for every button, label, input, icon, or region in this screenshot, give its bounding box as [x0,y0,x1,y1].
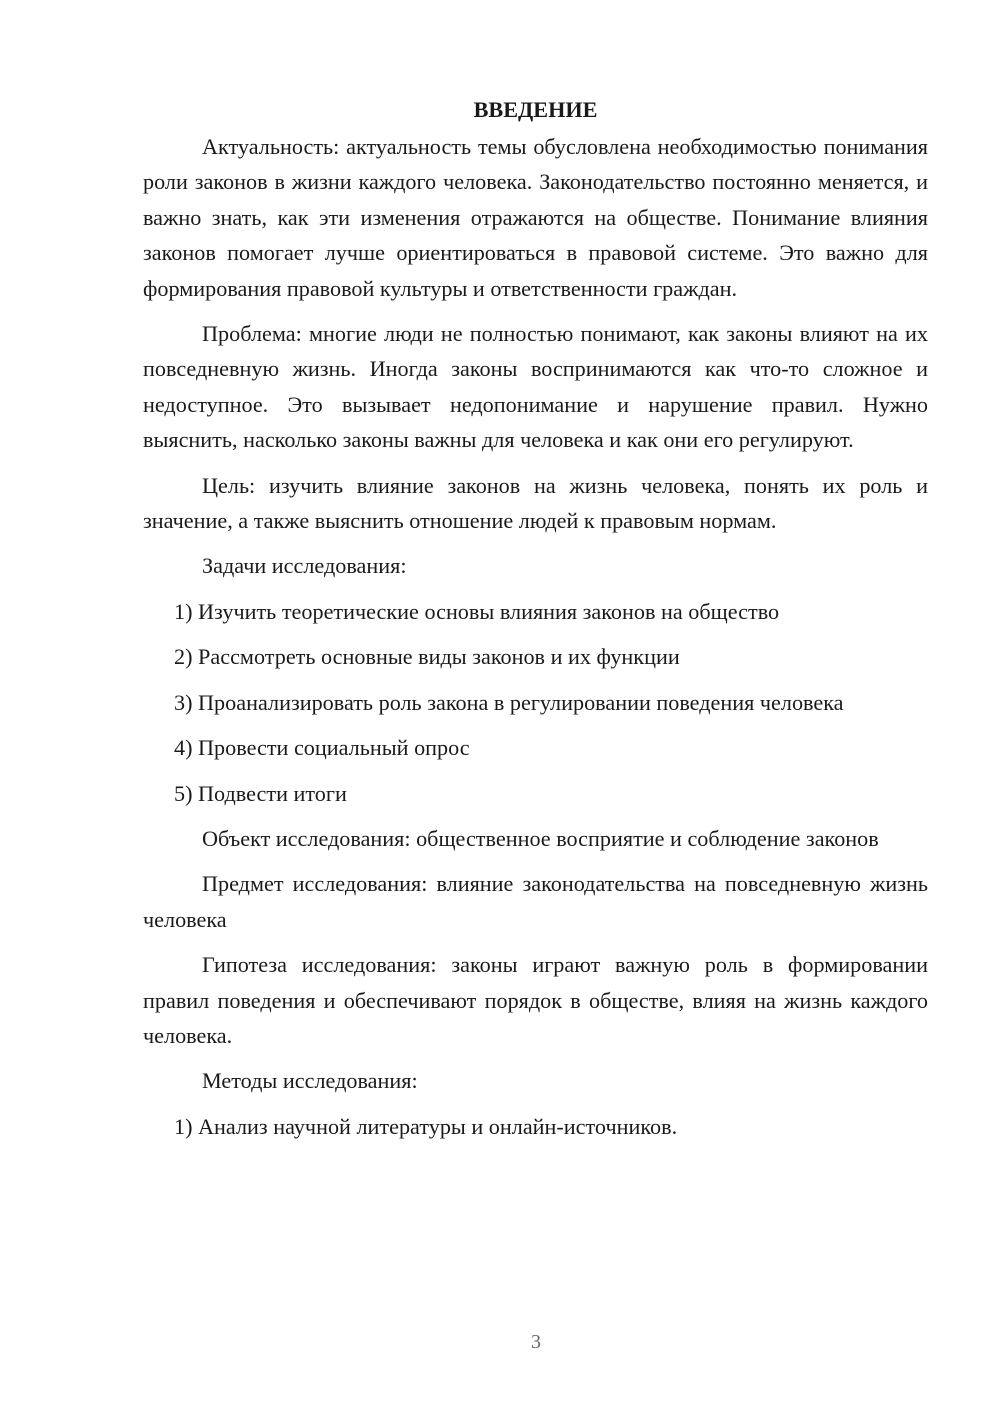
paragraph-goal: Цель: изучить влияние законов на жизнь человека, понять их роль и значение, а также выяснить отношение людей к правовым нормам. [143,472,928,534]
task-item-4: 4) Провести социальный опрос [174,735,470,761]
method-item-1: 1) Анализ научной литературы и онлайн-источников. [174,1113,678,1139]
section-title: ВВЕДЕНИЕ [473,97,598,122]
task-item-2: 2) Рассмотреть основные виды законов и их функции [174,644,680,670]
paragraph-relevance: Актуальность: актуальность темы обусловлена необходимостью понимания роли законов в жизни каждого человека. Законодательство постоянно меняется, и важно знать, как эти изменения отражаются на обществе. Понимание влияния законов помогает лучше ориентироваться в правовой системе. Это важно для формирования правовой культуры и ответственности граждан. [143,134,928,301]
paragraph-subject: Предмет исследования: влияние законодательства на повседневную жизнь человека [143,871,928,932]
task-item-1: 1) Изучить теоретические основы влияния законов на общество [174,598,780,624]
page-number: 3 [531,1331,541,1353]
document-page [143,92,928,1154]
task-item-3: 3) Проанализировать роль закона в регулировании поведения человека [174,689,844,715]
paragraph-hypothesis: Гипотеза исследования: законы играют важную роль в формировании правил поведения и обеспечивают порядок в обществе, влияя на жизнь каждого человека. [143,952,928,1048]
paragraph-object: Объект исследования: общественное восприятие и соблюдение законов [202,825,879,851]
methods-heading: Методы исследования: [202,1068,418,1094]
task-item-5: 5) Подвести итоги [174,780,347,806]
tasks-heading: Задачи исследования: [202,553,407,579]
paragraph-problem: Проблема: многие люди не полностью понимают, как законы влияют на их повседневную жизнь. Иногда законы воспринимаются как что-то сложное и недоступное. Это вызывает недопонимание и нарушение правил. Нужно выяснить, насколько законы важны для человека и как они его регулируют. [143,321,928,453]
